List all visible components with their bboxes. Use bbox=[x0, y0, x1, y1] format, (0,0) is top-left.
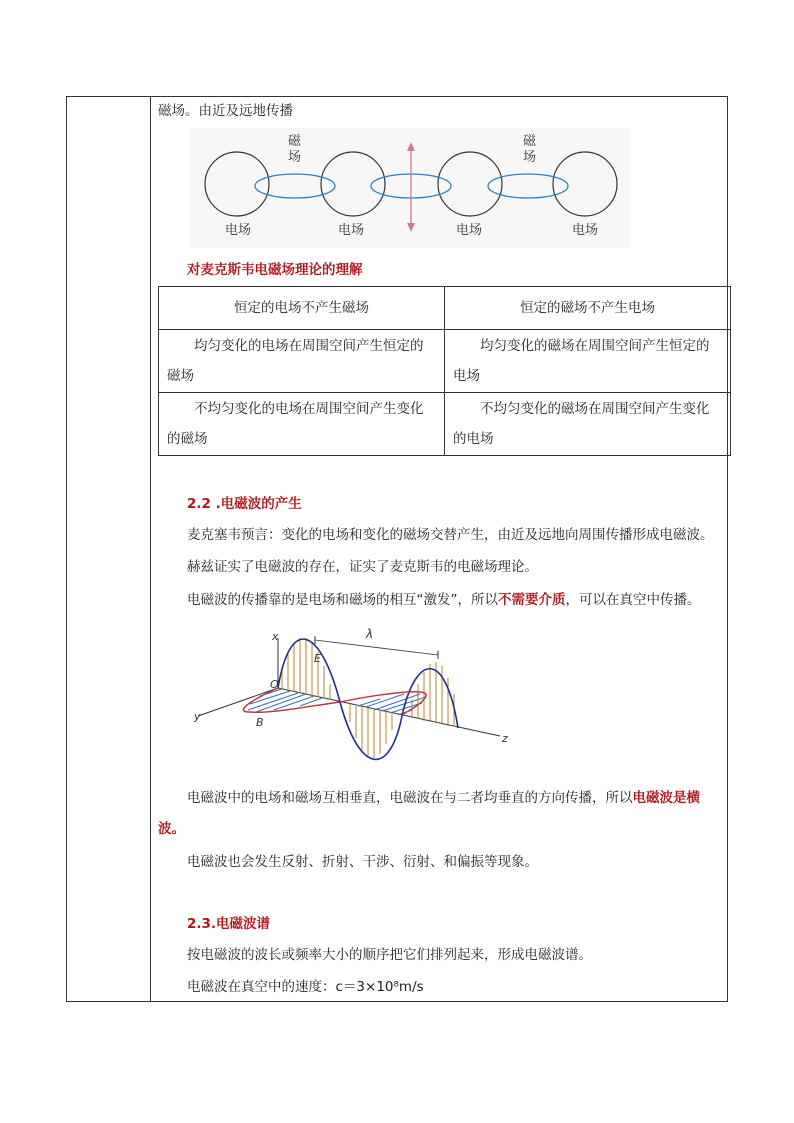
highlight-no-medium: 不需要介质 bbox=[498, 592, 566, 608]
table-row bbox=[159, 287, 731, 330]
table-cell: 恒定的电场不产生磁场 bbox=[159, 287, 445, 330]
top-line: 磁场。由近及远地传播 bbox=[158, 103, 293, 119]
table-cell: 均匀变化的电场在周围空间产生恒定的磁场 bbox=[159, 330, 445, 393]
paragraph-text: ，可以在真空中传播。 bbox=[565, 592, 701, 608]
transverse-paragraph-line-1 bbox=[187, 788, 700, 808]
magnetic-label-1-top: 磁 bbox=[288, 134, 302, 149]
table-cell: 均匀变化的磁场在周围空间产生恒定的电场 bbox=[445, 330, 731, 393]
column-divider bbox=[150, 96, 151, 1002]
magnetic-label-2-bottom: 场 bbox=[523, 150, 537, 165]
b-field-label: B bbox=[256, 716, 264, 729]
table-cell: 恒定的磁场不产生电场 bbox=[445, 287, 731, 330]
table-cell: 不均匀变化的电场在周围空间产生变化的磁场 bbox=[159, 393, 445, 456]
electric-label-2: 电场 bbox=[338, 223, 365, 238]
magnetic-label-1-bottom: 场 bbox=[288, 150, 302, 165]
em-field-chain-figure bbox=[190, 128, 630, 248]
electric-label-4: 电场 bbox=[572, 223, 599, 238]
section-2-3-title: 2.3.电磁波谱 bbox=[187, 916, 271, 932]
em-wave-figure bbox=[190, 626, 520, 774]
section-2-2-paragraph-2: 赫兹证实了电磁波的存在，证实了麦克斯韦的电磁场理论。 bbox=[187, 559, 538, 575]
magnetic-label-2-top: 磁 bbox=[523, 134, 537, 149]
table-row bbox=[159, 330, 731, 393]
section-2-2-paragraph-3 bbox=[187, 590, 701, 610]
paragraph-text: 电磁波的传播靠的是电场和磁场的相互“激发”，所以 bbox=[187, 592, 498, 608]
e-field-label: E bbox=[314, 652, 321, 665]
transverse-paragraph-line-2: 波。 bbox=[158, 821, 185, 837]
section-2-2-paragraph-1: 麦克塞韦预言：变化的电场和变化的磁场交替产生，由近及远地向周围传播形成电磁波。 bbox=[187, 527, 714, 543]
axis-z-label: z bbox=[502, 732, 508, 745]
maxwell-comparison-table bbox=[158, 286, 731, 456]
table-row bbox=[159, 393, 731, 456]
table-cell: 不均匀变化的磁场在周围空间产生变化的电场 bbox=[445, 393, 731, 456]
reflection-paragraph: 电磁波也会发生反射、折射、干涉、衍射、和偏振等现象。 bbox=[187, 854, 538, 870]
axis-y-label: y bbox=[194, 710, 201, 723]
origin-label: O bbox=[270, 678, 279, 691]
electric-label-3: 电场 bbox=[456, 223, 483, 238]
electric-label-1: 电场 bbox=[225, 223, 252, 238]
section-2-3-paragraph-2: 电磁波在真空中的速度：c＝3×10⁸m/s bbox=[187, 979, 424, 995]
axis-x-label: x bbox=[272, 630, 279, 643]
maxwell-section-title: 对麦克斯韦电磁场理论的理解 bbox=[187, 262, 363, 278]
paragraph-text: 电磁波中的电场和磁场互相垂直，电磁波在与二者均垂直的方向传播，所以 bbox=[187, 790, 633, 806]
section-2-2-title: 2.2 .电磁波的产生 bbox=[187, 496, 302, 512]
section-2-3-paragraph-1: 按电磁波的波长或频率大小的顺序把它们排列起来，形成电磁波谱。 bbox=[187, 947, 592, 963]
highlight-transverse: 电磁波是横 bbox=[632, 790, 700, 806]
wavelength-label: λ bbox=[366, 627, 374, 641]
